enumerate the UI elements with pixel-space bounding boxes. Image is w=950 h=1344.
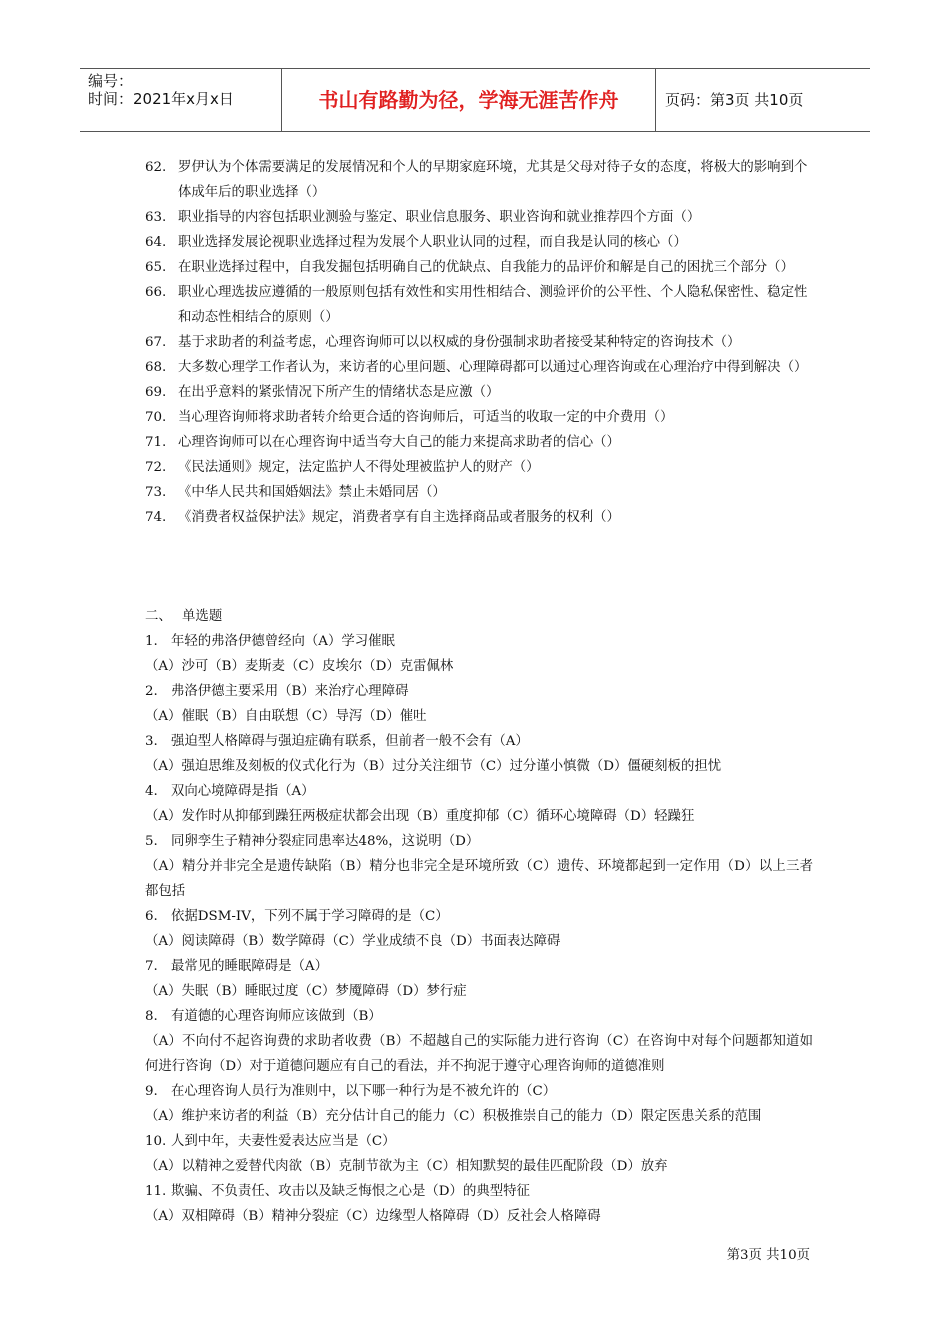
question xyxy=(145,1079,813,1104)
list-item xyxy=(145,155,813,205)
item-number: 64. xyxy=(145,235,167,250)
question xyxy=(145,954,813,979)
item-text: 心理咨询师可以在心理咨询中适当夸大自己的能力来提高求助者的信心（） xyxy=(178,435,620,450)
question-number: 4. xyxy=(145,784,158,799)
question xyxy=(145,679,813,704)
question-options: （A）催眠（B）自由联想（C）导泻（D）催吐 xyxy=(145,709,427,724)
question-options: （A）精分并非完全是遗传缺陷（B）精分也非完全是环境所致（C）遗传、环境都起到一定作用（D）以上三者都包括 xyxy=(145,859,813,899)
item-text: 基于求助者的利益考虑，心理咨询师可以以权威的身份强制求助者接受某种特定的咨询技术（） xyxy=(178,335,741,350)
question-list xyxy=(145,629,813,1229)
question-options: （A）发作时从抑郁到躁狂两极症状都会出现（B）重度抑郁（C）循环心境障碍（D）轻躁狂 xyxy=(145,809,695,824)
single-choice-section xyxy=(145,604,813,1229)
item-text: 职业心理选拔应遵循的一般原则包括有效性和实用性相结合、测验评价的公平性、个人隐私保密性、稳定性和动态性相结合的原则（） xyxy=(178,285,808,325)
list-item xyxy=(145,455,813,480)
section-title: 二、 单选题 xyxy=(145,609,223,624)
question xyxy=(145,1004,813,1029)
question xyxy=(145,904,813,929)
item-number: 70. xyxy=(145,410,167,425)
question-text: 有道德的心理咨询师应该做到（B） xyxy=(171,1009,382,1024)
question-options: （A）强迫思维及刻板的仪式化行为（B）过分关注细节（C）过分谨小慎微（D）僵硬刻板的担忧 xyxy=(145,759,722,774)
question-text: 同卵孪生子精神分裂症同患率达48%，这说明（D） xyxy=(171,834,480,849)
item-number: 67. xyxy=(145,335,167,350)
item-text: 职业选择发展论视职业选择过程为发展个人职业认同的过程，而自我是认同的核心（） xyxy=(178,235,687,250)
list-item xyxy=(145,430,813,455)
item-number: 73. xyxy=(145,485,167,500)
question-text: 人到中年，夫妻性爱表达应当是（C） xyxy=(171,1134,396,1149)
list-item xyxy=(145,405,813,430)
header-meta-cell xyxy=(80,69,280,131)
item-number: 69. xyxy=(145,385,167,400)
item-number: 66. xyxy=(145,285,167,300)
question-options: （A）不向付不起咨询费的求助者收费（B）不超越自己的实际能力进行咨询（C）在咨询中对每个问题都知道如何进行咨询（D）对于道德问题应有自己的看法，并不拘泥于遵守心理咨询师的道德准则 xyxy=(145,1034,813,1074)
true-false-list xyxy=(145,155,813,530)
question-text: 最常见的睡眠障碍是（A） xyxy=(171,959,328,974)
question xyxy=(145,729,813,754)
question xyxy=(145,1179,813,1204)
item-number: 65. xyxy=(145,260,167,275)
list-item xyxy=(145,380,813,405)
item-text: 《中华人民共和国婚姻法》禁止未婚同居（） xyxy=(178,485,446,500)
question-options: （A）双相障碍（B）精神分裂症（C）边缘型人格障碍（D）反社会人格障碍 xyxy=(145,1209,601,1224)
list-item xyxy=(145,280,813,330)
item-number: 62. xyxy=(145,160,167,175)
item-text: 在职业选择过程中，自我发掘包括明确自己的优缺点、自我能力的品评价和解是自己的困扰三个部分（） xyxy=(178,260,794,275)
question xyxy=(145,829,813,854)
question-number: 11. xyxy=(145,1184,167,1199)
question xyxy=(145,1129,813,1154)
question-number: 1. xyxy=(145,634,158,649)
item-text: 罗伊认为个体需要满足的发展情况和个人的早期家庭环境，尤其是父母对待子女的态度，将极大的影响到个体成年后的职业选择（） xyxy=(178,160,808,200)
question-text: 强迫型人格障碍与强迫症确有联系，但前者一般不会有（A） xyxy=(171,734,529,749)
header-motto-cell xyxy=(281,69,656,131)
page-footer: 第3页 共10页 xyxy=(726,1248,810,1263)
question-number: 10. xyxy=(145,1134,167,1149)
list-item xyxy=(145,230,813,255)
question xyxy=(145,629,813,654)
question-number: 3. xyxy=(145,734,158,749)
question-number: 6. xyxy=(145,909,158,924)
item-text: 当心理咨询师将求助者转介给更合适的咨询师后，可适当的收取一定的中介费用（） xyxy=(178,410,674,425)
item-number: 68. xyxy=(145,360,167,375)
header-page-cell xyxy=(655,69,870,131)
question-text: 欺骗、不负责任、攻击以及缺乏悔恨之心是（D）的典型特征 xyxy=(171,1184,530,1199)
code-label: 编号： xyxy=(88,72,134,90)
page-header xyxy=(80,68,870,132)
item-text: 《消费者权益保护法》规定，消费者享有自主选择商品或者服务的权利（） xyxy=(178,510,620,525)
question-options: （A）沙可（B）麦斯麦（C）皮埃尔（D）克雷佩林 xyxy=(145,659,454,674)
question xyxy=(145,779,813,804)
question-number: 9. xyxy=(145,1084,158,1099)
list-item xyxy=(145,480,813,505)
motto: 书山有路勤为径，学海无涯苦作舟 xyxy=(318,88,619,112)
list-item xyxy=(145,505,813,530)
question-number: 8. xyxy=(145,1009,158,1024)
list-item xyxy=(145,355,813,380)
question-text: 双向心境障碍是指（A） xyxy=(171,784,315,799)
item-text: 职业指导的内容包括职业测验与鉴定、职业信息服务、职业咨询和就业推荐四个方面（） xyxy=(178,210,701,225)
list-item xyxy=(145,255,813,280)
item-number: 72. xyxy=(145,460,167,475)
question-text: 弗洛伊德主要采用（B）来治疗心理障碍 xyxy=(171,684,409,699)
item-text: 大多数心理学工作者认为，来访者的心里问题、心理障碍都可以通过心理咨询或在心理治疗中得到解决（） xyxy=(178,360,808,375)
question-options: （A）失眠（B）睡眠过度（C）梦魇障碍（D）梦行症 xyxy=(145,984,467,999)
list-item xyxy=(145,205,813,230)
question-text: 年轻的弗洛伊德曾经向（A）学习催眠 xyxy=(171,634,395,649)
item-text: 在出乎意料的紧张情况下所产生的情绪状态是应激（） xyxy=(178,385,500,400)
question-options: （A）阅读障碍（B）数学障碍（C）学业成绩不良（D）书面表达障碍 xyxy=(145,934,561,949)
list-item xyxy=(145,330,813,355)
item-number: 63. xyxy=(145,210,167,225)
question-number: 5. xyxy=(145,834,158,849)
item-number: 74. xyxy=(145,510,167,525)
question-number: 2. xyxy=(145,684,158,699)
question-options: （A）维护来访者的利益（B）充分估计自己的能力（C）积极推崇自己的能力（D）限定医患关系的范围 xyxy=(145,1109,762,1124)
question-text: 依据DSM-IV，下列不属于学习障碍的是（C） xyxy=(171,909,449,924)
time-label: 时间：2021年x月x日 xyxy=(88,90,234,108)
page-code: 页码：第3页 共10页 xyxy=(665,91,804,109)
item-number: 71. xyxy=(145,435,167,450)
question-options: （A）以精神之爱替代肉欲（B）克制节欲为主（C）相知默契的最佳匹配阶段（D）放弃 xyxy=(145,1159,668,1174)
question-number: 7. xyxy=(145,959,158,974)
question-text: 在心理咨询人员行为准则中，以下哪一种行为是不被允许的（C） xyxy=(171,1084,557,1099)
item-text: 《民法通则》规定，法定监护人不得处理被监护人的财产（） xyxy=(178,460,540,475)
